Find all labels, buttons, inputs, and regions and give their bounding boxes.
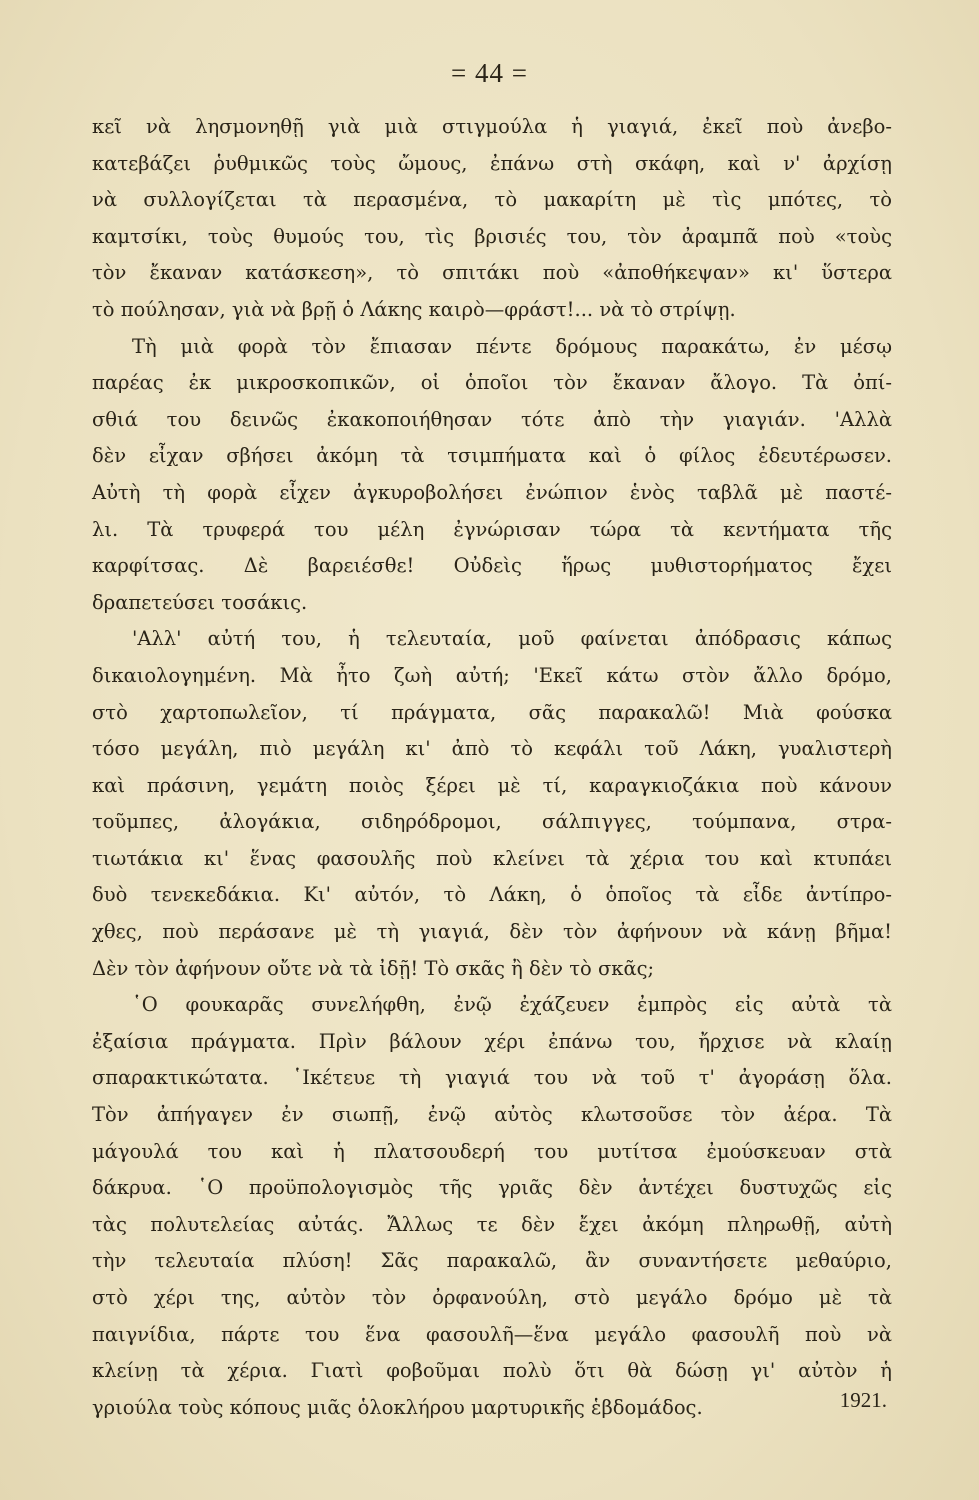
- text-line: χθες, ποὺ περάσανε μὲ τὴ γιαγιά, δὲν τὸν ἀφήνουν νὰ κάνῃ βῆμα!: [92, 920, 892, 944]
- text-line: παιγνίδια, πάρτε του ἕνα φασουλῆ—ἕνα μεγάλο φασουλῆ ποὺ νὰ: [92, 1322, 892, 1346]
- text-line: καμτσίκι, τοὺς θυμούς του, τὶς βρισιές του, τὸν ἀραμπᾶ ποὺ «τοὺς: [92, 224, 892, 248]
- text-line: καρφίτσας. Δὲ βαρειέσθε! Οὐδεὶς ἥρως μυθιστορήματος ἔχει: [92, 554, 892, 578]
- text-line: μάγουλά του καὶ ἡ πλατσουδερή του μυτίτσα ἐμούσκευαν στὰ: [92, 1139, 892, 1163]
- text-line: ἐξαίσια πράγματα. Πρὶν βάλουν χέρι ἐπάνω του, ἤρχισε νὰ κλαίῃ: [92, 1029, 892, 1053]
- text-line: τιωτάκια κι' ἕνας φασουλῆς ποὺ κλείνει τὰ χέρια του καὶ κτυπάει: [92, 846, 892, 870]
- text-line: τόσο μεγάλη, πιὸ μεγάλη κι' ἀπὸ τὸ κεφάλι τοῦ Λάκη, γυαλιστερὴ: [92, 737, 892, 761]
- text-line: ῾Ο φουκαρᾶς συνελήφθη, ἐνῷ ἐχάζευεν ἐμπρὸς εἰς αὐτὰ τὰ: [132, 993, 892, 1017]
- text-line: σθιά του δεινῶς ἐκακοποιήθησαν τότε ἀπὸ τὴν γιαγιάν. 'Αλλὰ: [92, 407, 892, 431]
- text-line: λι. Τὰ τρυφερά του μέλη ἐγνώρισαν τώρα τὰ κεντήματα τῆς: [92, 517, 892, 541]
- text-line: τὰς πολυτελείας αὐτάς. Ἄλλως τε δὲν ἔχει ἀκόμη πληρωθῇ, αὐτὴ: [92, 1212, 892, 1236]
- text-line: τὸν ἔκαναν κατάσκεση», τὸ σπιτάκι ποὺ «ἀποθήκεψαν» κι' ὕστερα: [92, 261, 892, 285]
- text-line: καὶ πράσινη, γεμάτη ποιὸς ξέρει μὲ τί, καραγκιοζάκια ποὺ κάνουν: [92, 773, 892, 797]
- text-line: κλείνῃ τὰ χέρια. Γιατὶ φοβοῦμαι πολὺ ὅτι θὰ δώσῃ γι' αὐτὸν ἡ: [92, 1359, 892, 1383]
- text-line: Δὲν τὸν ἀφήνουν οὔτε νὰ τὰ ἰδῇ! Τὸ σκᾶς ἢ δὲν τὸ σκᾶς;: [92, 956, 655, 980]
- text-line: δραπετεύσει τοσάκις.: [92, 590, 308, 614]
- text-line: 'Αλλ' αὐτή του, ἡ τελευταία, μοῦ φαίνεται ἀπόδρασις κάπως: [132, 627, 892, 651]
- text-line: τὴν τελευταία πλύση! Σᾶς παρακαλῶ, ἂν συναντήσετε μεθαύριο,: [92, 1249, 892, 1273]
- text-line: Τὴ μιὰ φορὰ τὸν ἔπιασαν πέντε δρόμους παρακάτω, ἐν μέσῳ: [132, 334, 892, 358]
- text-line: γριούλα τοὺς κόπους μιᾶς ὁλοκλήρου μαρτυρικῆς ἑβδομάδος.: [92, 1395, 703, 1419]
- text-line: δικαιολογημένη. Μὰ ἦτο ζωὴ αὐτή; 'Εκεῖ κάτω στὸν ἄλλο δρόμο,: [92, 663, 892, 687]
- page-number: = 44 =: [451, 58, 528, 88]
- text-line: τοῦμπες, ἀλογάκια, σιδηρόδρομοι, σάλπιγγες, τούμπανα, στρα-: [92, 810, 892, 834]
- text-line: στὸ χέρι της, αὐτὸν τὸν ὀρφανούλη, στὸ μεγάλο δρόμο μὲ τὰ: [92, 1286, 892, 1309]
- text-line: στὸ χαρτοπωλεῖον, τί πράγματα, σᾶς παρακαλῶ! Μιὰ φούσκα: [92, 700, 892, 724]
- text-line: Αὐτὴ τὴ φορὰ εἶχεν ἀγκυροβολήσει ἐνώπιον ἑνὸς ταβλᾶ μὲ παστέ-: [92, 480, 892, 504]
- text-line: δυὸ τενεκεδάκια. Κι' αὐτόν, τὸ Λάκη, ὁ ὁποῖος τὰ εἶδε ἀντίπρο-: [92, 883, 892, 907]
- text-line: παρέας ἐκ μικροσκοπικῶν, οἱ ὁποῖοι τὸν ἔκαναν ἄλογο. Τὰ ὀπί-: [92, 371, 892, 395]
- body-text: [92, 109, 892, 1426]
- text-line: κατεβάζει ῥυθμικῶς τοὺς ὤμους, ἐπάνω στὴ σκάφη, καὶ ν' ἀρχίσῃ: [92, 151, 892, 175]
- text-line: νὰ συλλογίζεται τὰ περασμένα, τὸ μακαρίτη μὲ τὶς μπότες, τὸ: [92, 188, 892, 212]
- text-line: τὸ πούλησαν, γιὰ νὰ βρῇ ὁ Λάκης καιρὸ—φράστ!... νὰ τὸ στρίψῃ.: [92, 297, 736, 321]
- text-line: κεῖ νὰ λησμονηθῇ γιὰ μιὰ στιγμούλα ἡ γιαγιά, ἐκεῖ ποὺ ἀνεβο-: [92, 115, 892, 138]
- date-signature: 1921.: [839, 1388, 887, 1412]
- text-line: δὲν εἶχαν σβήσει ἀκόμη τὰ τσιμπήματα καὶ ὁ φίλος ἐδευτέρωσεν.: [92, 444, 892, 468]
- text-line: Τὸν ἀπήγαγεν ἐν σιωπῇ, ἐνῷ αὐτὸς κλωτσοῦσε τὸν ἀέρα. Τὰ: [92, 1103, 892, 1127]
- text-line: δάκρυα. ῾Ο προϋπολογισμὸς τῆς γριᾶς δὲν ἀντέχει δυστυχῶς εἰς: [92, 1176, 892, 1200]
- text-line: σπαρακτικώτατα. ῾Ικέτευε τὴ γιαγιά του νὰ τοῦ τ' ἀγοράσῃ ὅλα.: [92, 1066, 892, 1090]
